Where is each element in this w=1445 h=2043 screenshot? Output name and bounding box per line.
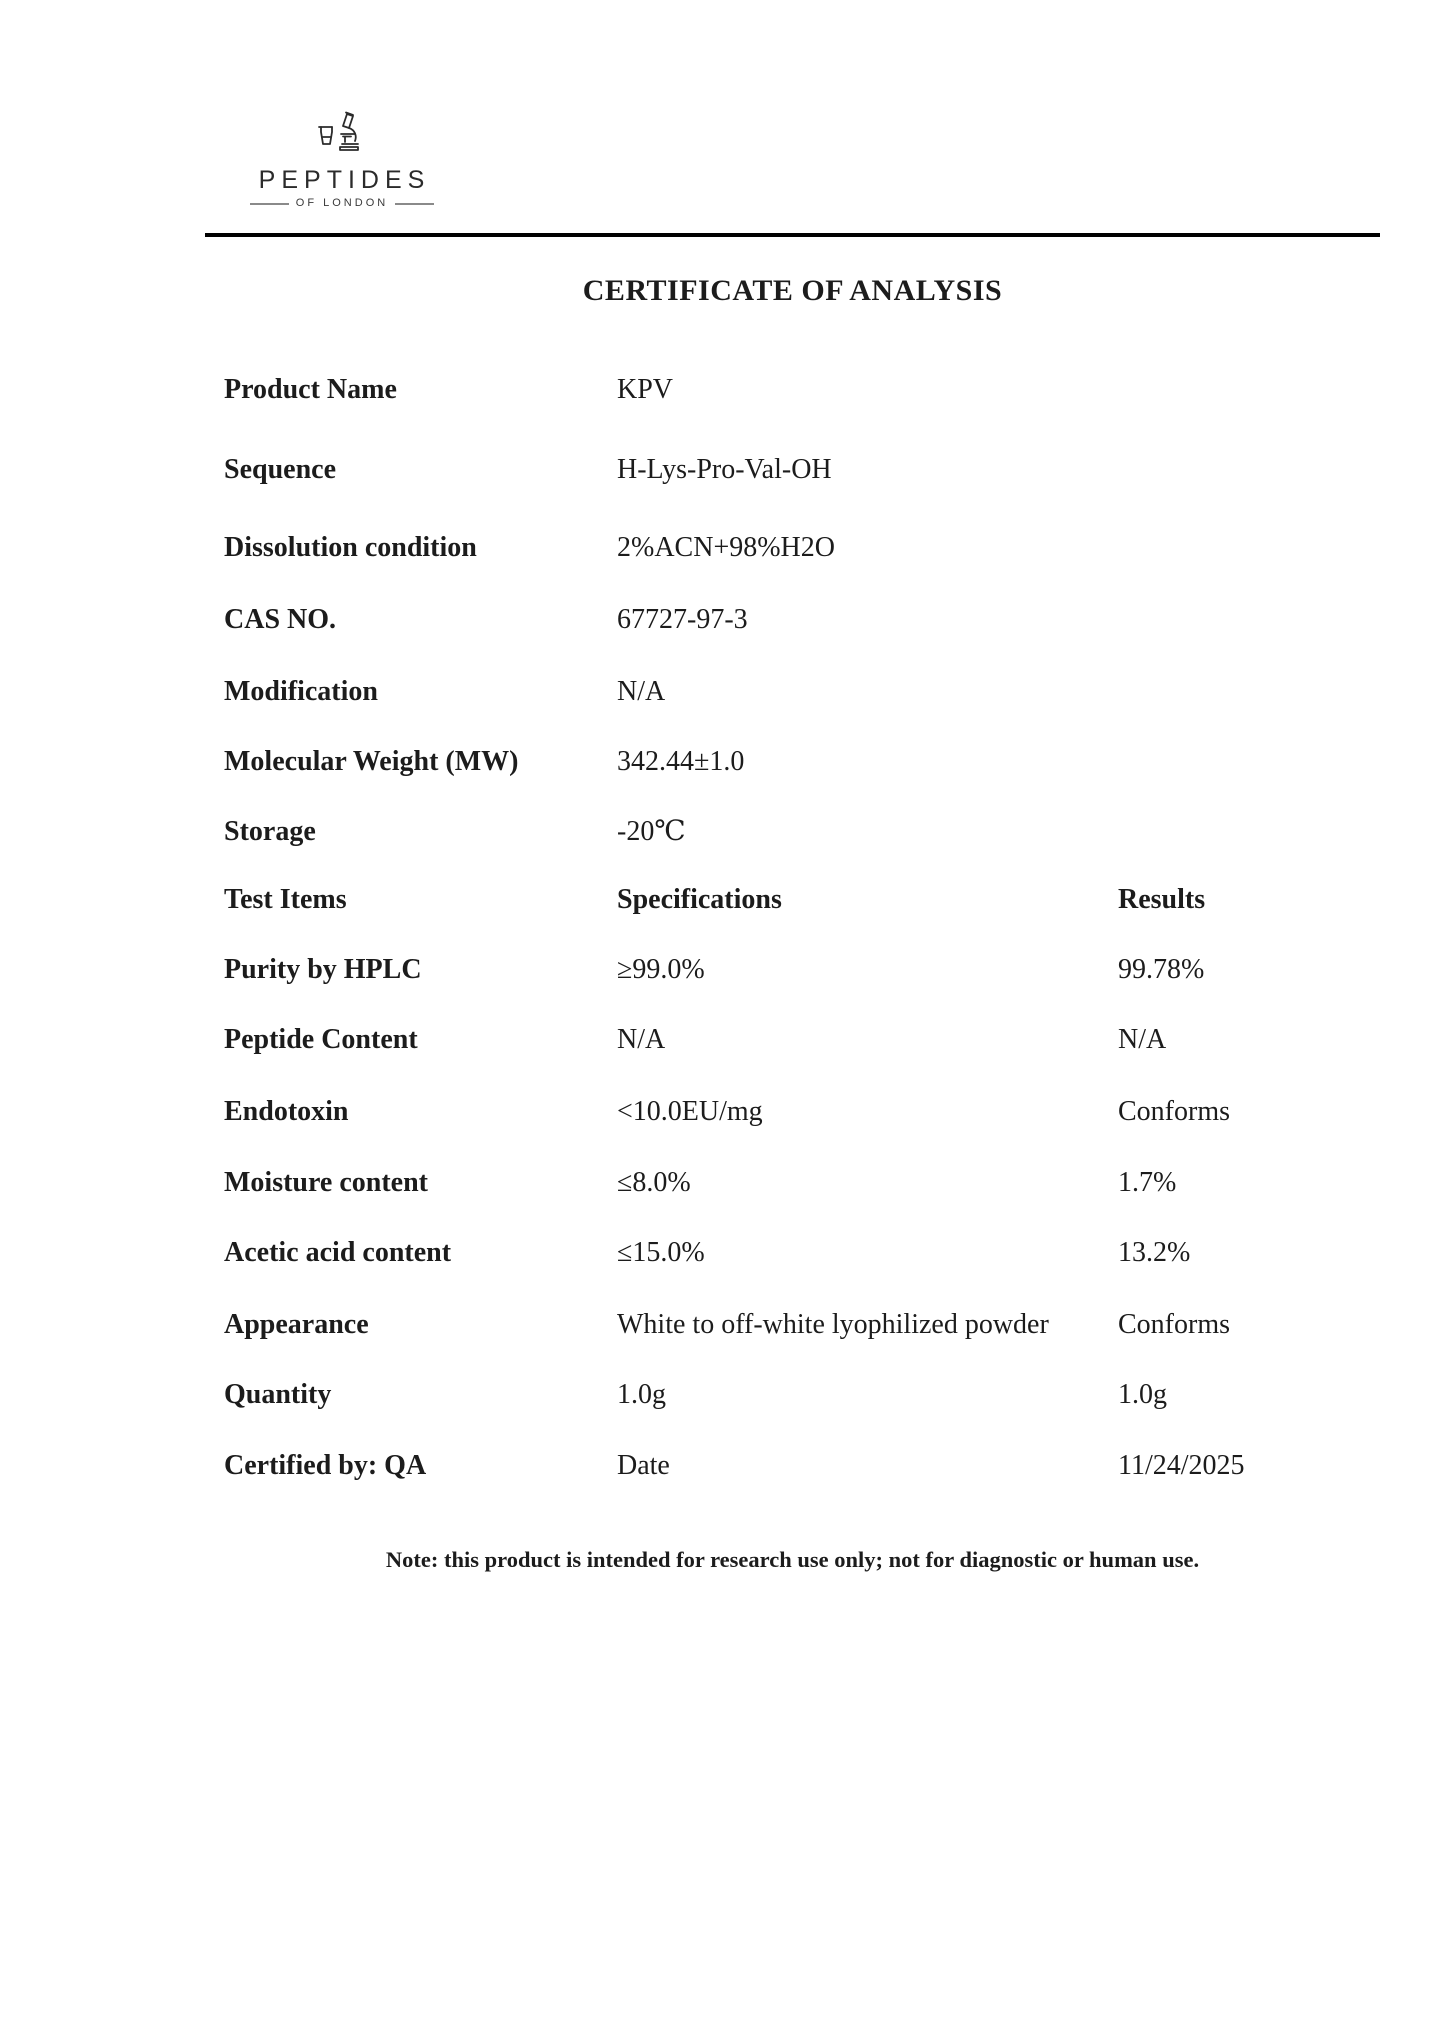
row-label: Endotoxin [224,1096,349,1127]
row-spec: Date [617,1450,670,1481]
info-row [224,532,1380,564]
table-row [224,1309,1380,1341]
row-label: Storage [224,816,316,847]
info-row [224,676,1380,708]
table-row [224,1024,1380,1056]
row-spec: -20℃ [617,816,686,847]
row-result: Conforms [1118,1096,1230,1127]
row-spec: ≤15.0% [617,1237,705,1268]
row-label: Quantity [224,1379,332,1410]
row-label: Peptide Content [224,1024,418,1055]
row-label: Appearance [224,1309,369,1340]
row-result: N/A [1118,1024,1167,1055]
info-row [224,746,1380,778]
row-label: Sequence [224,454,336,485]
row-result: 11/24/2025 [1118,1450,1245,1481]
row-label: Certified by: QA [224,1450,427,1481]
info-row [224,604,1380,636]
row-result: 1.0g [1118,1379,1167,1410]
table-row [224,1167,1380,1199]
brand-tagline-text: OF LONDON [295,197,389,209]
row-label: Purity by HPLC [224,954,422,985]
row-label: Moisture content [224,1167,428,1198]
row-spec: 1.0g [617,1379,666,1410]
row-spec: 2%ACN+98%H2O [617,532,835,563]
table-row [224,1450,1380,1482]
row-spec: Specifications [617,884,782,915]
row-spec: 67727-97-3 [617,604,748,635]
row-result: Conforms [1118,1309,1230,1340]
row-label: CAS NO. [224,604,337,635]
row-spec: H-Lys-Pro-Val-OH [617,454,832,485]
row-result: 99.78% [1118,954,1205,985]
brand-name: PEPTIDES [258,166,431,194]
row-label: Modification [224,676,378,707]
table-header-row [224,884,1380,916]
table-row [224,1237,1380,1269]
info-row [224,454,1380,486]
row-spec: N/A [617,1024,666,1055]
row-label: Acetic acid content [224,1237,452,1268]
row-spec: ≤8.0% [617,1167,691,1198]
page-title: CERTIFICATE OF ANALYSIS [582,274,1003,307]
row-spec: ≥99.0% [617,954,705,985]
row-label: Dissolution condition [224,532,477,563]
info-row [224,816,1380,848]
row-spec: 342.44±1.0 [617,746,745,777]
row-spec: White to off-white lyophilized powder [617,1309,1049,1340]
row-spec: KPV [617,374,674,405]
table-row [224,1379,1380,1411]
footer-note: Note: this product is intended for research use only; not for diagnostic or human use. [385,1547,1200,1572]
row-label: Molecular Weight (MW) [224,746,519,777]
row-label: Test Items [224,884,347,915]
row-spec: <10.0EU/mg [617,1096,763,1127]
table-row [224,954,1380,986]
row-spec: N/A [617,676,666,707]
row-result: 1.7% [1118,1167,1177,1198]
row-result: 13.2% [1118,1237,1191,1268]
row-label: Product Name [224,374,397,405]
table-row [224,1096,1380,1128]
row-result: Results [1118,884,1206,915]
info-row [224,374,1380,406]
rows [224,0,1380,1500]
